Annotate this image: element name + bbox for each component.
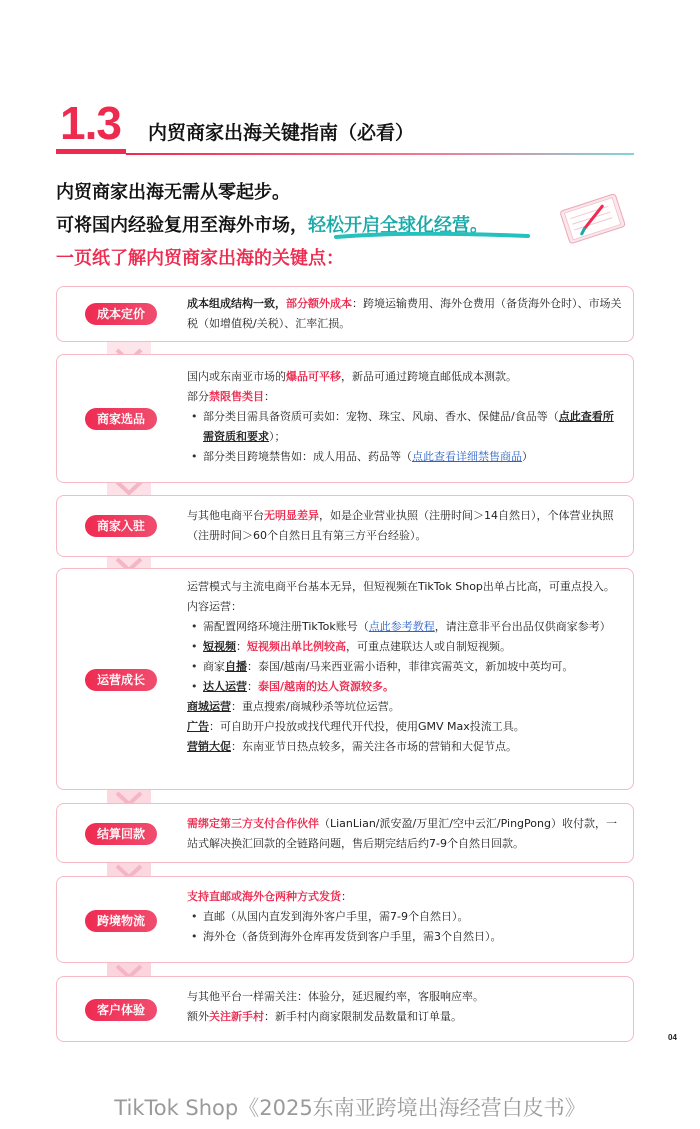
text-segment: ：跨境运输费用、海外仓费用（备货海外仓时）、市场关税（如增值税/关税）、汇率汇损。 <box>187 297 622 330</box>
bullet-item <box>187 447 623 467</box>
text-segment: 与其他电商平台 <box>187 509 264 522</box>
intro-line-1: 内贸商家出海无需从零起步。 <box>56 182 290 203</box>
highlight-text: 禁限售类目 <box>209 390 264 403</box>
content-line <box>187 987 623 1007</box>
content-line <box>187 1007 623 1027</box>
text-segment: 额外 <box>187 1010 209 1023</box>
text-segment: 部分类目需具备资质可卖如：宠物、珠宝、风扇、香水、保健品/食品等（ <box>203 410 559 423</box>
text-segment: ，如是企业营业执照（注册时间＞14自然日），个体营业执照（注册时间＞60个自然日且有第三方平台经验）。 <box>187 509 614 542</box>
highlight-text: 泰国/越南的达人资源较多。 <box>258 680 395 693</box>
underlined-term: 自播 <box>225 660 247 673</box>
bullet-item <box>187 907 623 927</box>
text-segment: ：东南亚节日热点较多，需关注各市场的营销和大促节点。 <box>231 740 517 753</box>
text-segment: ：泰国/越南/马来西亚需小语种，菲律宾需英文，新加坡中英均可。 <box>247 660 574 673</box>
title-accent-bar <box>56 149 126 154</box>
text-segment: 国内或东南亚市场的 <box>187 370 286 383</box>
text-segment: 部分 <box>187 390 209 403</box>
notebook-pen-illustration <box>552 190 632 248</box>
section-card-cost-pricing <box>56 286 634 342</box>
title-divider <box>126 153 634 155</box>
bullet-item <box>187 677 623 697</box>
underlined-term: 商城运营 <box>187 700 231 713</box>
section-content <box>187 294 623 334</box>
content-line <box>187 887 623 907</box>
text-segment: ，请注意非平台出品仅供商家参考） <box>434 620 611 633</box>
bullet-item <box>187 637 623 657</box>
content-line <box>187 717 623 737</box>
section-pill: 结算回款 <box>85 823 157 845</box>
bullet-item <box>187 407 623 447</box>
text-segment: ：重点搜索/商城秒杀等坑位运营。 <box>231 700 400 713</box>
content-line <box>187 294 623 334</box>
section-content <box>187 887 623 947</box>
highlight-text: 爆品可平移 <box>286 370 341 383</box>
bullet-item <box>187 617 623 637</box>
section-pill: 成本定价 <box>85 303 157 325</box>
underlined-term: 广告 <box>187 720 209 733</box>
text-segment: ： <box>341 890 352 903</box>
section-content <box>187 814 623 854</box>
text-segment: 需配置网络环境注册TikTok账号（ <box>203 620 369 633</box>
text-segment: 与其他平台一样需关注：体验分，延迟履约率，客服响应率。 <box>187 990 484 1003</box>
highlight-text: 部分额外成本 <box>286 297 352 310</box>
section-number: 1.3 <box>60 97 121 149</box>
section-pill: 跨境物流 <box>85 910 157 932</box>
text-segment: ：可自助开户投放或找代理代开代投，使用GMV Max投流工具。 <box>209 720 525 733</box>
content-line <box>187 697 623 717</box>
section-header <box>56 96 636 160</box>
intro-line-2-highlight: 轻松开启全球化经营。 <box>308 215 488 236</box>
footer-title: TikTok Shop《2025东南亚跨境出海经营白皮书》 <box>114 1096 586 1120</box>
section-content <box>187 506 623 546</box>
text-segment: ： <box>247 680 258 693</box>
highlight-text: 无明显差异 <box>264 509 319 522</box>
section-pill: 运营成长 <box>85 669 157 691</box>
content-line <box>187 597 623 617</box>
section-content <box>187 987 623 1027</box>
text-segment: ，新品可通过跨境直邮低成本测款。 <box>341 370 517 383</box>
page-title: 内贸商家出海关键指南（必看） <box>148 122 415 144</box>
section-pill: 客户体验 <box>85 999 157 1021</box>
highlight-text: 关注新手村 <box>209 1010 264 1023</box>
content-line <box>187 814 623 854</box>
section-card-logistics <box>56 876 634 963</box>
text-segment: ） <box>522 450 533 463</box>
intro-block <box>56 176 576 275</box>
intro-line-3: 一页纸了解内贸商家出海的关键点： <box>56 248 344 269</box>
content-line <box>187 367 623 387</box>
section-pill: 商家入驻 <box>85 515 157 537</box>
highlight-text: 短视频出单比例较高 <box>247 640 346 653</box>
text-segment: ，可重点建联达人或自制短视频。 <box>346 640 511 653</box>
text-segment: ：新手村内商家限制发品数量和订单量。 <box>264 1010 462 1023</box>
content-line <box>187 506 623 546</box>
section-card-product-selection <box>56 354 634 483</box>
inline-link[interactable]: 点此参考教程 <box>368 620 435 633</box>
highlight-underline <box>334 232 530 240</box>
section-card-customer-experience <box>56 976 634 1042</box>
underlined-term: 短视频 <box>203 640 236 653</box>
text-segment: ： <box>264 390 275 403</box>
bold-text: 成本组成结构一致， <box>187 297 286 310</box>
section-card-onboarding <box>56 495 634 557</box>
bullet-item <box>187 927 623 947</box>
text-segment: 海外仓（备货到海外仓库再发货到客户手里，需3个自然日）。 <box>203 930 502 943</box>
section-card-settlement <box>56 803 634 863</box>
intro-line-2-prefix: 可将国内经验复用至海外市场， <box>56 215 308 236</box>
underlined-term: 营销大促 <box>187 740 231 753</box>
text-segment: 部分类目跨境禁售如：成人用品、药品等（ <box>203 450 412 463</box>
text-segment: 商家 <box>203 660 225 673</box>
text-segment: 直邮（从国内直发到海外客户手里，需7-9个自然日）。 <box>203 910 469 923</box>
text-segment: （LianLian/派安盈/万里汇/空中云汇/PingPong）收付款，一站式解决换汇回款的全链路问题，售后期完结后约7-9个自然日回款。 <box>187 817 617 850</box>
text-segment: ： <box>236 640 247 653</box>
section-content <box>187 367 623 467</box>
text-segment: ）； <box>269 430 286 443</box>
section-card-operations-growth <box>56 568 634 790</box>
content-line <box>187 737 623 757</box>
underlined-term[interactable]: 点此查看所需资质和要求 <box>203 410 614 443</box>
text-segment: 运营模式与主流电商平台基本无异，但短视频在TikTok Shop出单占比高，可重点投入。 <box>187 580 615 593</box>
section-content <box>187 577 623 757</box>
content-line <box>187 387 623 407</box>
content-line <box>187 577 623 597</box>
section-pill: 商家选品 <box>85 408 157 430</box>
text-segment: 内容运营： <box>187 600 242 613</box>
inline-link[interactable]: 点此查看详细禁售商品 <box>412 450 522 463</box>
bullet-item <box>187 657 623 677</box>
underlined-term: 达人运营 <box>203 680 247 693</box>
highlight-text: 需绑定第三方支付合作伙伴 <box>187 817 319 830</box>
page-number: 04 <box>668 1033 677 1042</box>
highlight-text: 支持直邮或海外仓两种方式发货 <box>187 890 341 903</box>
